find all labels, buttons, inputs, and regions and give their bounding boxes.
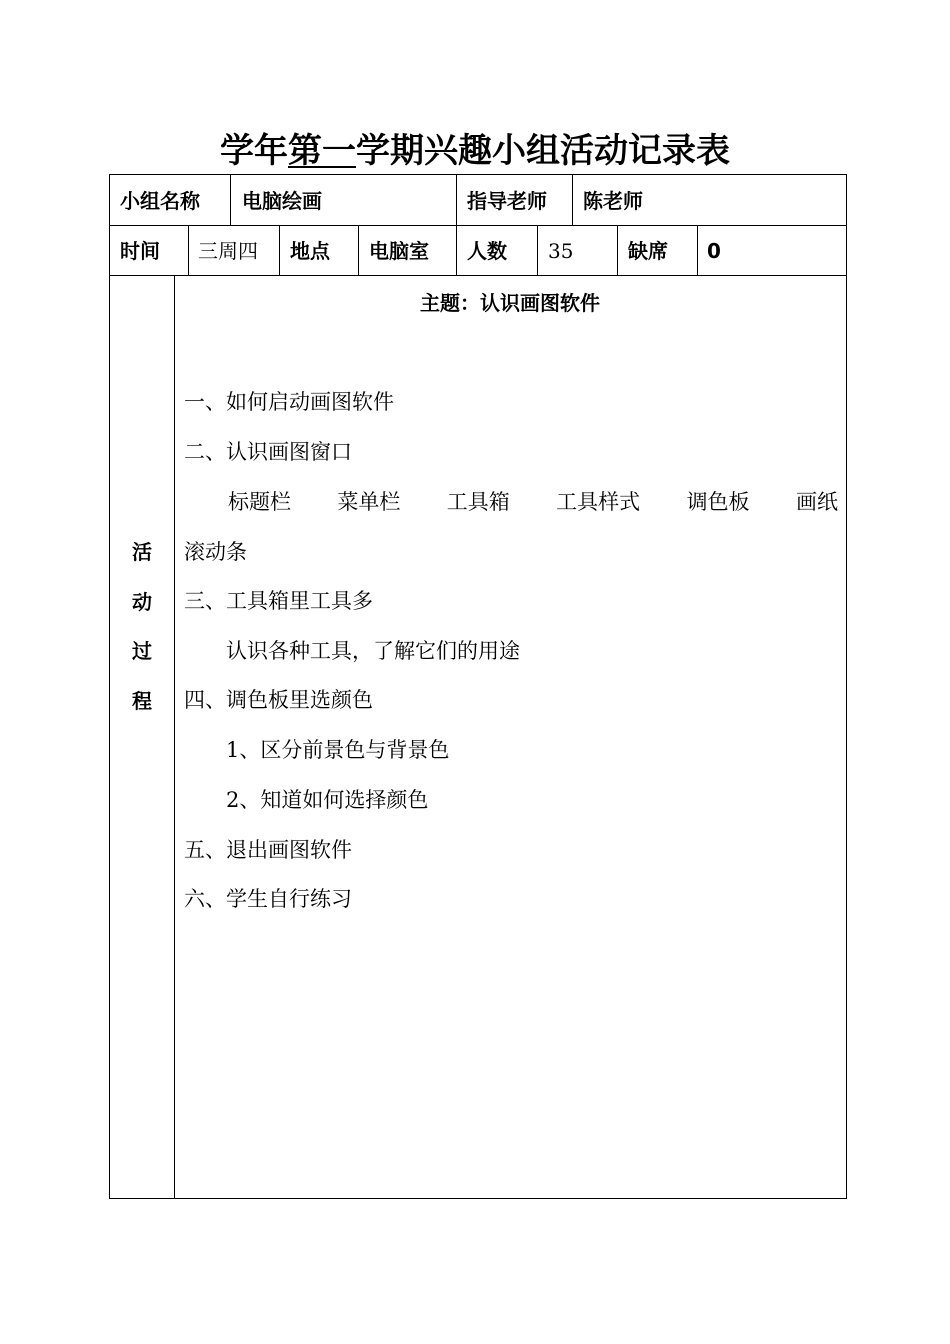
activity-line: 2、知道如何选择颜色 xyxy=(184,788,429,812)
activity-line: 滚动条 xyxy=(184,540,247,564)
activity-side-label-char: 过 xyxy=(132,639,152,663)
col-divider xyxy=(188,225,189,275)
page-title xyxy=(0,128,950,174)
time-value: 三周四 xyxy=(198,239,258,263)
window-part-item: 标题栏 xyxy=(228,490,291,514)
activity-side-label-char: 程 xyxy=(132,689,152,713)
place-value: 电脑室 xyxy=(369,239,429,263)
activity-line: 一、如何启动画图软件 xyxy=(184,390,394,414)
count-value: 35 xyxy=(548,239,574,263)
teacher-label: 指导老师 xyxy=(467,189,547,213)
window-part-item: 工具箱 xyxy=(446,490,510,514)
row-divider-2 xyxy=(109,275,847,276)
activity-side-label-char: 动 xyxy=(132,590,152,614)
group-name-value: 电脑绘画 xyxy=(242,189,322,213)
col-divider xyxy=(572,174,573,225)
title-part-1: 学年 xyxy=(220,131,288,171)
activity-line: 六、学生自行练习 xyxy=(184,887,352,911)
title-underlined-term: 第一 xyxy=(288,131,356,171)
col-divider xyxy=(617,225,618,275)
absent-label: 缺席 xyxy=(628,239,668,263)
window-part-item: 菜单栏 xyxy=(337,490,401,514)
count-label: 人数 xyxy=(467,239,507,263)
activity-line: 五、退出画图软件 xyxy=(184,838,352,862)
activity-line: 二、认识画图窗口 xyxy=(184,440,352,464)
row-divider-1 xyxy=(109,225,847,226)
col-divider xyxy=(537,225,538,275)
activity-line: 1、区分前景色与背景色 xyxy=(184,738,450,762)
window-part-item: 工具样式 xyxy=(556,490,641,514)
activity-line: 三、工具箱里工具多 xyxy=(184,589,373,613)
col-divider xyxy=(358,225,359,275)
window-part-item: 调色板 xyxy=(686,490,750,514)
group-name-label: 小组名称 xyxy=(120,189,200,213)
col-divider xyxy=(456,225,457,275)
window-parts-list xyxy=(228,488,838,516)
col-divider xyxy=(230,174,231,225)
activity-line: 四、调色板里选颜色 xyxy=(184,688,373,712)
col-divider xyxy=(174,275,175,1199)
place-label: 地点 xyxy=(290,239,330,263)
col-divider xyxy=(697,225,698,275)
window-part-item: 画纸 xyxy=(795,490,838,514)
teacher-value: 陈老师 xyxy=(583,189,643,213)
activity-theme: 主题：认识画图软件 xyxy=(420,291,600,315)
title-part-2: 学期兴趣小组活动记录表 xyxy=(356,131,730,171)
time-label: 时间 xyxy=(120,239,160,263)
activity-side-label-char: 活 xyxy=(132,540,152,564)
col-divider xyxy=(456,174,457,225)
activity-line: 认识各种工具，了解它们的用途 xyxy=(184,639,520,663)
absent-value: 0 xyxy=(707,239,721,263)
col-divider xyxy=(279,225,280,275)
